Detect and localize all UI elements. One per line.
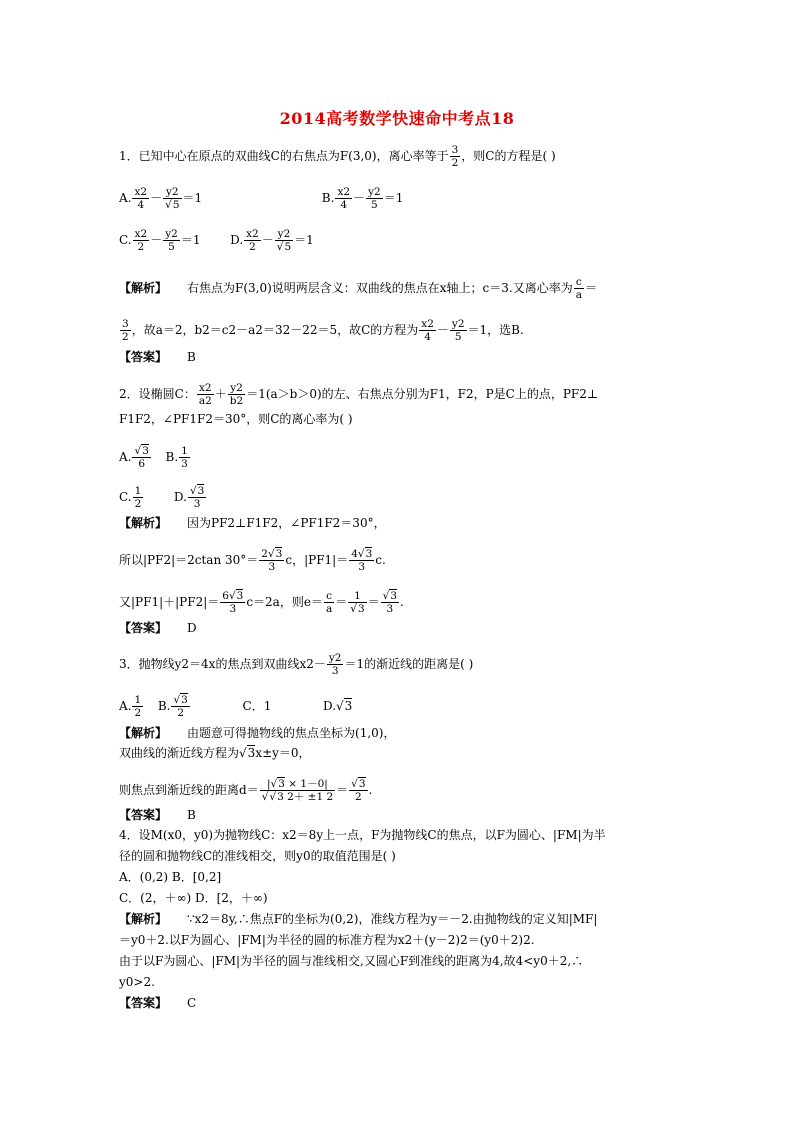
q1-options-cd: C. $\frac{x2}{2}$ － $\frac{y2}{5}$ ＝1 D. $\frac{x2}{2}$ － $\frac{y2}{√5}$ ＝1: [119, 228, 314, 253]
q4-analysis-2: ＝y0＋2.以F为圆心、|FM|为半径的圆的标准方程为x2＋(y－2)2＝(y0＋2)2.: [119, 933, 535, 947]
q3-stem: 3．抛物线y2＝4x的焦点到双曲线x2－ $\frac{y2}{3}$ ＝1的渐近线的距离是( ): [119, 652, 474, 677]
q3-options: A. $\frac{1}{2}$ B. $\frac{√3}{2}$ C．1 D.√3: [119, 694, 353, 719]
q2-stem-2: F1F2，∠PF1F2＝30°，则C的离心率为( ): [119, 412, 353, 426]
q2-analysis-3: 又|PF1|＋|PF2|＝ $\frac{6√3}{3}$ c＝2a，则e＝ $\frac{c}{a}$ ＝ $\frac{1}{√3}$ ＝ $\frac{√3}{3}$ .: [119, 590, 404, 615]
q4-options-ab: A．(0,2) B．[0,2]: [119, 870, 222, 884]
q1-options-ab: A. $\frac{x2}{4}$ － $\frac{y2}{√5}$ ＝1 B. $\frac{x2}{4}$ － $\frac{y2}{5}$ ＝1: [119, 186, 404, 211]
q2-options-ab: A. $\frac{√3}{6}$ B. $\frac{1}{3}$: [119, 445, 188, 470]
q4-answer: 【答案】 C: [119, 996, 197, 1010]
q2-options-cd: C. $\frac{1}{2}$ D. $\frac{√3}{3}$: [119, 485, 205, 510]
q4-analysis-3: 由于以F为圆心、|FM|为半径的圆与准线相交,又圆心F到准线的距离为4,故4<y0＋2,∴: [119, 954, 584, 968]
q2-answer: 【答案】 D: [119, 621, 197, 635]
q4-analysis: 【解析】 ∵x2＝8y,∴焦点F的坐标为(0,2)，准线方程为y＝－2.由抛物线的定义知|MF|: [119, 912, 598, 926]
q1-stem: 1．已知中心在原点的双曲线C的右焦点为F(3,0)，离心率等于 $\frac{3}{2}$ ，则C的方程是( ): [119, 144, 556, 169]
q1-answer: 【答案】 B: [119, 350, 196, 364]
q2-analysis-2: 所以|PF2|＝2ctan 30°＝ $\frac{2√3}{3}$ c，|PF1|＝ $\frac{4√3}{3}$ c.: [119, 548, 386, 573]
page-title: 2014高考数学快速命中考点18: [279, 109, 515, 128]
q3-answer: 【答案】 B: [119, 808, 196, 822]
q4-stem: 4．设M(x0，y0)为抛物线C：x2＝8y上一点，F为抛物线C的焦点，以F为圆心、|FM|为半: [119, 828, 606, 842]
q3-analysis: 【解析】 由题意可得抛物线的焦点坐标为(1,0)，: [119, 726, 396, 740]
q3-analysis-3: 则焦点到渐近线的距离d＝ $\frac{|√3 \times 1-0|}{√√3 2+ \pm 1 2}$ ＝ $\frac{√3}{2}$ .: [119, 778, 373, 803]
q3-analysis-2: 双曲线的渐近线方程为√3x±y＝0，: [119, 746, 311, 760]
q4-options-cd: C．(2，＋∞) D．[2，＋∞): [119, 891, 268, 905]
q1-analysis: 【解析】 右焦点为F(3,0)说明两层含义：双曲线的焦点在x轴上；c＝3.又离心率为 $\frac{c}{a}$ ＝: [119, 276, 598, 301]
q2-stem: 2．设椭圆C： $\frac{x2}{a2}$ ＋ $\frac{y2}{b2}$ ＝1(a＞b＞0)的左、右焦点分别为F1，F2，P是C上的点，PF2⊥: [119, 382, 599, 407]
q4-analysis-4: y0>2.: [119, 975, 155, 989]
q4-stem-2: 径的圆和抛物线C的准线相交，则y0的取值范围是( ): [119, 849, 396, 863]
fraction: $\frac{3}{2}$: [451, 144, 459, 169]
q1-analysis-2: $\frac{3}{2}$ ，故a＝2，b2＝c2－a2＝32－22＝5，故C的方程为 $\frac{x2}{4}$ － $\frac{y2}{5}$ ＝1，选B.: [122, 318, 524, 343]
q2-analysis: 【解析】 因为PF2⊥F1F2，∠PF1F2＝30°，: [119, 516, 386, 530]
